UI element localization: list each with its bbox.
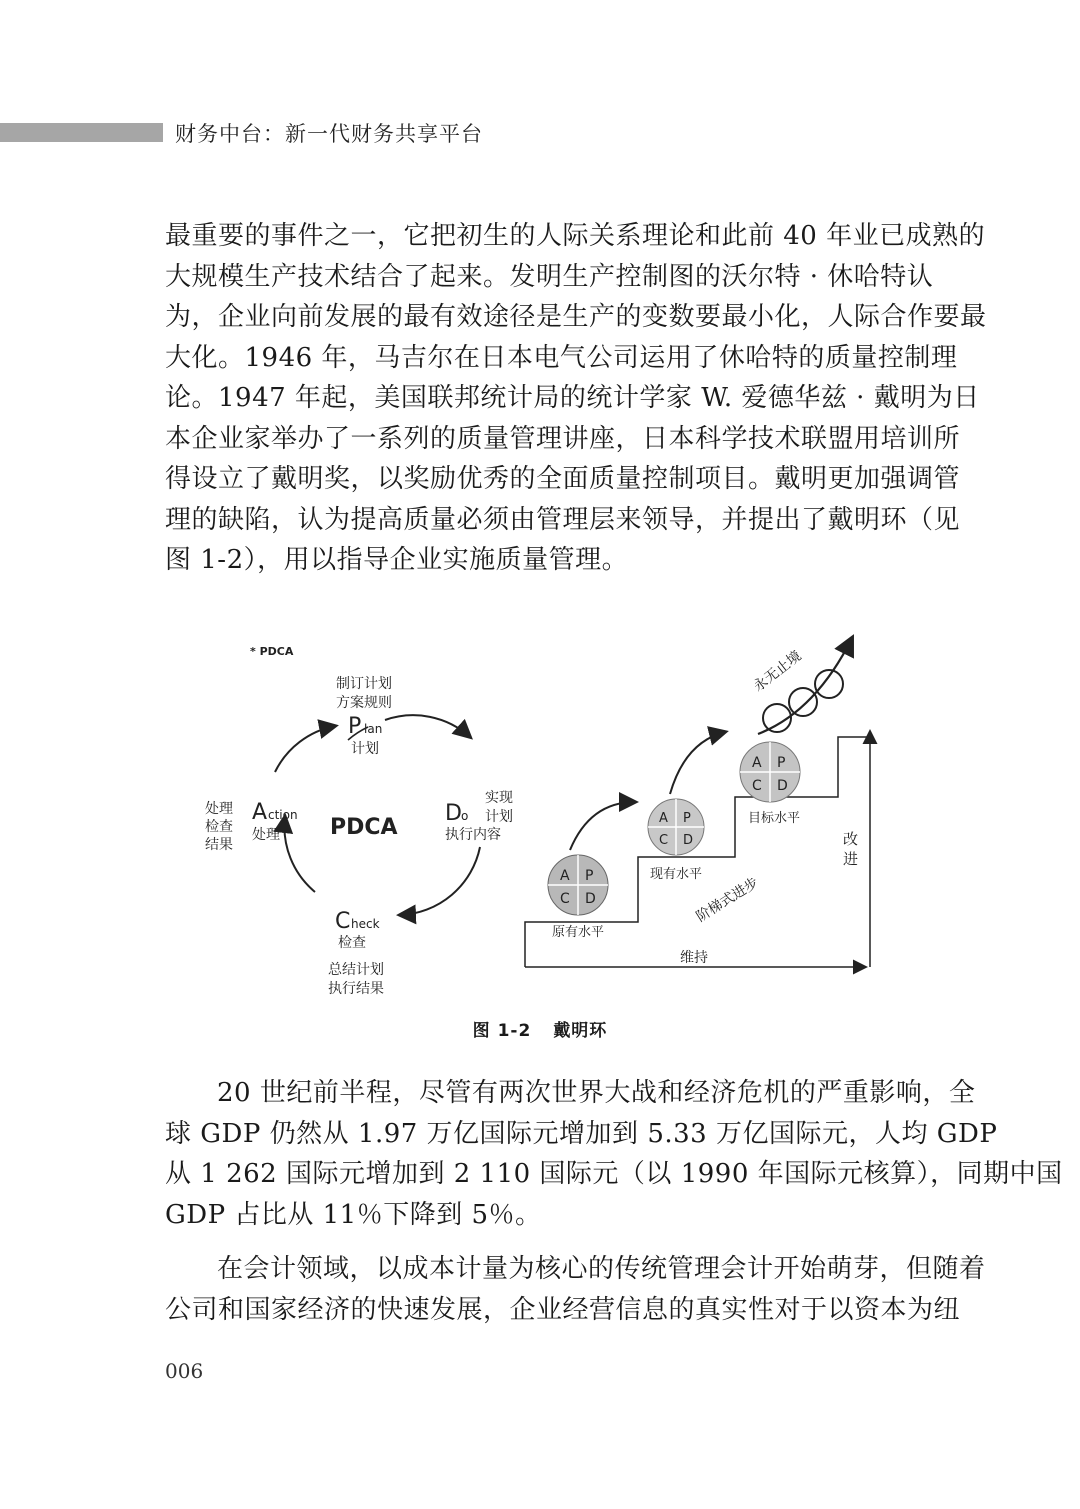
text-line: 从 1 262 国际元增加到 2 110 国际元（以 1990 年国际元核算），同期中国 — [165, 1159, 1063, 1189]
wheel-letter-p: P — [585, 868, 594, 884]
cycle-arrow-do-check — [400, 847, 480, 915]
text-line: 为，企业向前发展的最有效途径是生产的变数要最小化，人际合作要最 — [165, 302, 987, 332]
do-small-letters: o — [461, 809, 469, 823]
action-side-line-1: 处理 — [205, 801, 233, 817]
plan-top-line-1: 制订计划 — [336, 676, 392, 692]
endless-circle — [789, 688, 817, 716]
level-original: 原有水平 — [552, 925, 605, 940]
plan-top-line-2: 方案规则 — [336, 695, 392, 711]
paragraph-1 — [165, 216, 987, 581]
pdca-wheel-original — [548, 855, 608, 915]
check-bottom-line-2: 执行结果 — [328, 981, 384, 997]
improve-label-1: 改 — [843, 830, 859, 848]
improve-label-2: 进 — [843, 850, 859, 868]
level-target: 目标水平 — [748, 811, 801, 826]
text-line: 球 GDP 仍然从 1.97 万亿国际元增加到 5.33 万亿国际元，人均 GDP — [165, 1118, 998, 1149]
wheel-letter-d: D — [777, 778, 788, 794]
header-bar — [0, 123, 163, 142]
caption-number: 图 1-2 — [472, 1021, 532, 1041]
endless-label: 永无止境 — [750, 648, 805, 696]
running-header-title: 财务中台：新一代财务共享平台 — [175, 122, 483, 146]
stepwise-label: 阶梯式进步 — [693, 874, 762, 926]
wheel-letter-d: D — [585, 891, 596, 907]
check-sub: 检查 — [338, 935, 366, 951]
wheel-letter-c: C — [752, 778, 762, 794]
plan-small-letters: lan — [364, 722, 383, 736]
endless-circle — [815, 670, 843, 698]
check-big-letter: C — [335, 909, 351, 934]
text-line: 在会计领域，以成本计量为核心的传统管理会计开始萌芽，但随着 — [217, 1254, 986, 1284]
text-line: 20 世纪前半程，尽管有两次世界大战和经济危机的严重影响，全 — [217, 1078, 976, 1108]
plan-sub: 计划 — [351, 741, 379, 757]
paragraph-3 — [165, 1249, 986, 1330]
figure-svg — [205, 622, 900, 997]
text-line: GDP 占比从 11％下降到 5％。 — [165, 1199, 542, 1230]
text-line: 理的缺陷，认为提高质量必须由管理层来领导，并提出了戴明环（见 — [165, 504, 961, 535]
pdca-cycle — [205, 675, 513, 997]
cycle-arrow-plan-do — [385, 715, 470, 737]
wheel-letter-c: C — [560, 891, 570, 907]
action-big-letter: A — [252, 800, 268, 825]
do-side-line-2: 计划 — [485, 809, 513, 825]
text-line: 本企业家举办了一系列的质量管理讲座，日本科学技术联盟用培训所 — [165, 423, 961, 454]
wheel-letter-p: P — [777, 755, 786, 771]
cycle-arrow-check-action — [284, 817, 315, 892]
pdca-tag: * PDCA — [250, 645, 294, 658]
progress-arrow-2 — [670, 732, 725, 794]
text-line: 图 1-2），用以指导企业实施质量管理。 — [165, 545, 629, 575]
text-line: 大化。1946 年，马吉尔在日本电气公司运用了休哈特的质量控制理 — [165, 342, 958, 373]
do-sub: 执行内容 — [445, 827, 501, 843]
wheel-letter-a: A — [659, 811, 668, 826]
check-bottom-line-1: 总结计划 — [328, 962, 384, 978]
action-small-letters: ction — [268, 808, 298, 822]
wheel-letter-p: P — [683, 811, 691, 826]
text-line: 论。1947 年起，美国联邦统计局的统计学家 W. 爱德华兹 · 戴明为日 — [165, 383, 980, 413]
cycle-arrow-action-plan — [275, 726, 335, 772]
plan-big-letter: P — [348, 714, 362, 739]
text-line: 大规模生产技术结合了起来。发明生产控制图的沃尔特 · 休哈特认 — [165, 261, 934, 292]
wheel-letter-a: A — [560, 868, 570, 884]
level-current: 现有水平 — [650, 867, 703, 882]
paragraph-2 — [165, 1073, 1063, 1235]
wheel-letter-a: A — [752, 755, 762, 771]
page-number: 006 — [165, 1359, 204, 1383]
text-line: 公司和国家经济的快速发展，企业经营信息的真实性对于以资本为纽 — [165, 1294, 961, 1325]
deming-cycle-figure — [205, 622, 900, 997]
action-side-line-2: 检查 — [205, 819, 233, 835]
figure-caption — [0, 1016, 1080, 1041]
wheel-letter-c: C — [659, 833, 669, 848]
text-line: 最重要的事件之一，它把初生的人际关系理论和此前 40 年业已成熟的 — [165, 221, 986, 251]
pdca-center-label: PDCA — [330, 815, 398, 840]
action-sub: 处理 — [252, 827, 280, 843]
do-big-letter: D — [445, 801, 462, 826]
do-side-line-1: 实现 — [485, 790, 513, 806]
staircase-diagram — [525, 638, 870, 967]
caption-title: 戴明环 — [553, 1021, 608, 1041]
maintain-label: 维持 — [680, 950, 708, 966]
wheel-letter-d: D — [683, 833, 694, 848]
text-line: 得设立了戴明奖，以奖励优秀的全面质量控制项目。戴明更加强调管 — [165, 464, 961, 494]
pdca-wheel-target — [740, 742, 800, 802]
check-small-letters: heck — [351, 917, 380, 931]
pdca-wheel-current — [648, 799, 704, 855]
progress-arrow-1 — [570, 802, 635, 850]
action-side-line-3: 结果 — [205, 837, 233, 853]
